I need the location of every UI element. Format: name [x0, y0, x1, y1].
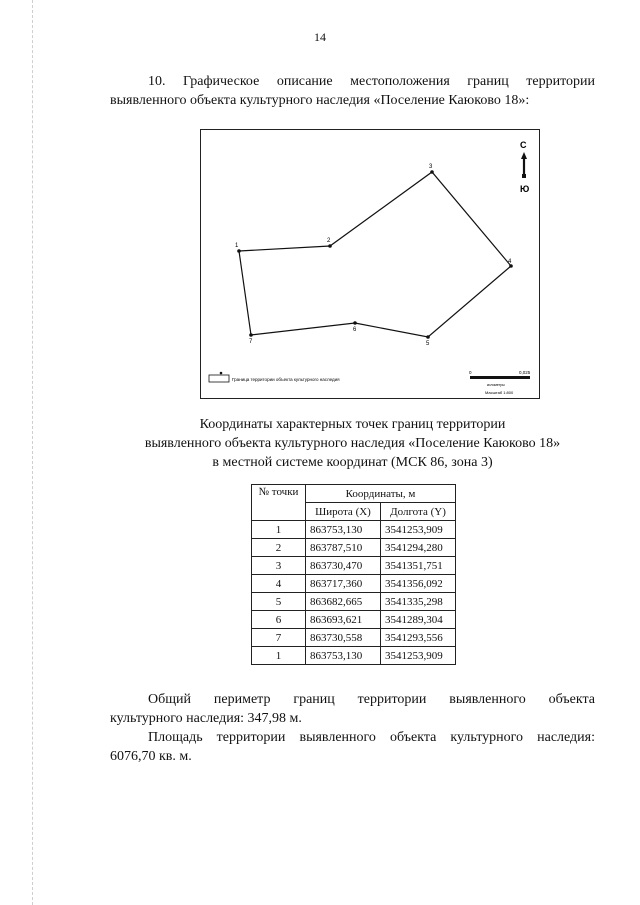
row-point-number: 3	[252, 557, 306, 575]
table-row	[252, 539, 456, 557]
row-point-number: 7	[252, 629, 306, 647]
header-point-number: № точки	[252, 485, 306, 521]
territory-boundary-line	[239, 172, 511, 337]
boundary-map	[200, 129, 540, 399]
vertex-marker-6	[353, 321, 357, 325]
row-y-value: 3541294,280	[381, 539, 456, 557]
page-number: 14	[314, 30, 326, 44]
row-x-value: 863693,621	[306, 611, 381, 629]
vertex-label-4: 4	[508, 259, 512, 265]
north-arrow-icon	[520, 140, 529, 194]
section-heading-line-2: выявленного объекта культурного наследия «Поселение Каюково 18»:	[110, 93, 530, 108]
south-label: Ю	[520, 184, 530, 194]
header-latitude-x: Широта (X)	[306, 503, 381, 521]
section-heading	[110, 72, 595, 110]
vertex-marker-7	[249, 333, 253, 337]
row-x-value: 863682,665	[306, 593, 381, 611]
perimeter-paragraph	[110, 690, 595, 728]
vertex-label-5: 5	[426, 341, 430, 347]
table-row	[252, 521, 456, 539]
area-line-1: Площадь территории выявленного объекта культурного наследия:	[148, 730, 595, 745]
vertex-label-7: 7	[249, 339, 253, 345]
boundary-map-svg	[201, 130, 541, 400]
vertex-marker-3	[430, 170, 434, 174]
vertex-label-2: 2	[327, 238, 331, 244]
legend-text: Граница территории объекта культурного наследия	[232, 377, 340, 382]
row-x-value: 863717,360	[306, 575, 381, 593]
row-y-value: 3541351,751	[381, 557, 456, 575]
row-point-number: 2	[252, 539, 306, 557]
scale-unit-label: километры	[487, 383, 505, 387]
vertex-marker-5	[426, 335, 430, 339]
header-longitude-y: Долгота (Y)	[381, 503, 456, 521]
scale-zero-label: 0	[469, 370, 472, 375]
row-point-number: 4	[252, 575, 306, 593]
row-y-value: 3541289,304	[381, 611, 456, 629]
north-label: С	[520, 140, 527, 150]
row-x-value: 863753,130	[306, 521, 381, 539]
row-y-value: 3541335,298	[381, 593, 456, 611]
perimeter-line-2: культурного наследия: 347,98 м.	[110, 711, 302, 726]
table-row	[252, 557, 456, 575]
table-row	[252, 575, 456, 593]
row-y-value: 3541253,909	[381, 647, 456, 665]
row-point-number: 5	[252, 593, 306, 611]
vertex-marker-2	[328, 244, 332, 248]
vertex-label-3: 3	[429, 164, 433, 170]
binding-margin-line	[32, 0, 33, 905]
scale-bar	[469, 370, 531, 395]
perimeter-line-1: Общий периметр границ территории выявленного объекта	[148, 692, 595, 707]
row-x-value: 863730,558	[306, 629, 381, 647]
row-point-number: 6	[252, 611, 306, 629]
row-y-value: 3541253,909	[381, 521, 456, 539]
table-caption-line-1: Координаты характерных точек границ территории	[199, 417, 506, 432]
row-point-number: 1	[252, 521, 306, 539]
row-point-number: 1	[252, 647, 306, 665]
table-row	[252, 611, 456, 629]
table-caption-line-3: в местной системе координат (МСК 86, зона 3)	[212, 455, 493, 470]
scale-end-label: 0,025	[519, 370, 531, 375]
vertex-marker-1	[237, 249, 241, 253]
table-row	[252, 593, 456, 611]
map-legend	[209, 372, 340, 382]
row-x-value: 863753,130	[306, 647, 381, 665]
row-y-value: 3541293,556	[381, 629, 456, 647]
row-x-value: 863730,470	[306, 557, 381, 575]
table-row	[252, 647, 456, 665]
table-caption	[110, 415, 595, 472]
header-coordinates: Координаты, м	[306, 485, 456, 503]
table-caption-line-2: выявленного объекта культурного наследия «Поселение Каюково 18»	[144, 436, 561, 451]
section-heading-line-1: 10. Графическое описание местоположения границ территории	[148, 74, 595, 89]
area-line-2: 6076,70 кв. м.	[110, 749, 192, 764]
vertex-label-6: 6	[353, 327, 357, 333]
scale-ratio-label: Масштаб 1:800	[485, 390, 514, 395]
vertex-label-1: 1	[235, 243, 239, 249]
table-header-row	[252, 485, 456, 503]
table-row	[252, 629, 456, 647]
row-y-value: 3541356,092	[381, 575, 456, 593]
coordinates-table	[251, 484, 456, 665]
row-x-value: 863787,510	[306, 539, 381, 557]
area-paragraph	[110, 728, 595, 766]
